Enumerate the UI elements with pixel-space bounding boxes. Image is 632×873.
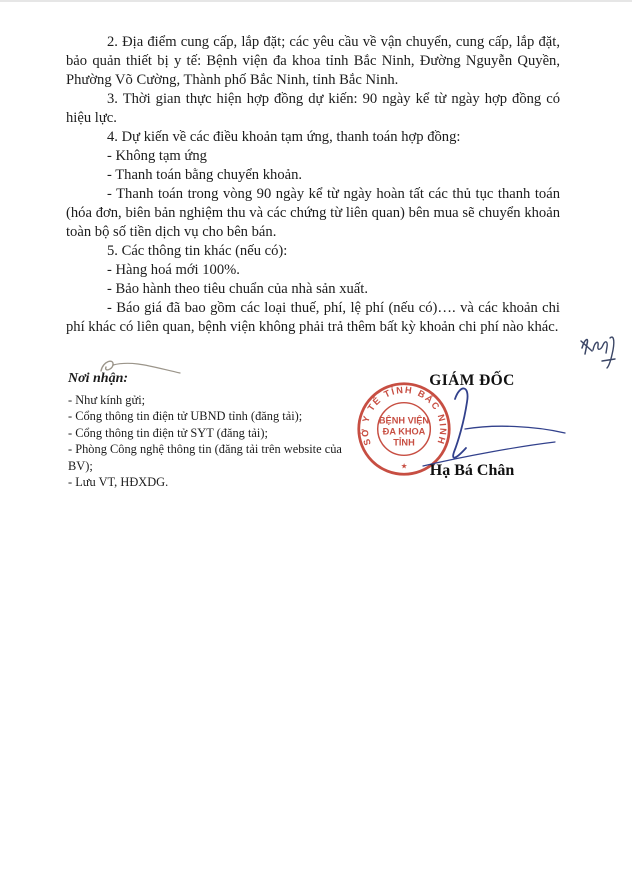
recipient-item: - Như kính gửi; <box>68 393 146 407</box>
signer-name: Hạ Bá Chân <box>429 462 515 479</box>
body-paragraph: - Bảo hành theo tiêu chuẩn của nhà sản xuất. <box>107 281 368 297</box>
recipients-block <box>68 371 368 490</box>
body-paragraph: - Thanh toán bằng chuyển khoản. <box>107 167 303 183</box>
body-paragraph: - Thanh toán trong vòng 90 ngày kể từ ngày hoàn tất các thủ tục thanh toán (hóa đơn, biên bản nghiệm thu và các chứng từ liên quan) bên mua sẽ chuyển khoản toàn bộ số tiền dịch vụ cho bên bán. <box>66 186 560 240</box>
seal-center-line3: TỈNH <box>393 437 415 448</box>
recipient-item: - Cổng thông tin điện tử SYT (đăng tải); <box>68 425 268 440</box>
body-paragraph: - Hàng hoá mới 100%. <box>107 262 240 278</box>
signer-name-box <box>387 462 557 480</box>
recipient-item: - Cổng thông tin điện tử UBND tỉnh (đăng tải); <box>68 409 303 424</box>
body-paragraph: 5. Các thông tin khác (nếu có): <box>107 243 288 259</box>
body-paragraph: 2. Địa điểm cung cấp, lắp đặt; các yêu cầu về vận chuyển, cung cấp, lắp đặt, bảo quản thiết bị y tế: Bệnh viện đa khoa tỉnh Bắc Ninh, Đường Nguyễn Quyền, Phường Võ Cường, Thành phố Bắc Ninh, tỉnh Bắc Ninh. <box>66 34 560 88</box>
seal-ring-text: SỞ Y TẾ TỈNH BẮC NINH <box>359 384 449 447</box>
body-paragraph: 3. Thời gian thực hiện hợp đồng dự kiến: 90 ngày kể từ ngày hợp đồng có hiệu lực. <box>66 91 560 126</box>
handwritten-initials <box>577 328 629 374</box>
body-paragraph: 4. Dự kiến về các điều khoản tạm ứng, thanh toán hợp đồng: <box>107 129 461 145</box>
seal-center-line2: ĐA KHOA <box>382 426 426 437</box>
recipient-item: - Phòng Công nghệ thông tin (đăng tải trên website của BV); <box>68 442 342 473</box>
recipients-heading: Nơi nhận: <box>68 371 129 386</box>
signer-title: GIÁM ĐỐC <box>429 372 515 389</box>
seal-center-line1: BỆNH VIỆN <box>378 415 430 426</box>
body-paragraph: - Không tạm ứng <box>107 148 207 164</box>
page-top-edge <box>0 0 632 2</box>
star-icon: ★ <box>400 461 408 471</box>
body-paragraph: - Báo giá đã bao gồm các loại thuế, phí, lệ phí (nếu có)…. và các khoản chi phí khác có liên quan, bệnh viện không phải trả thêm bất kỳ khoản chi phí nào khác. <box>66 300 560 335</box>
document-body <box>66 33 560 337</box>
recipient-item: - Lưu VT, HĐXDG. <box>68 475 169 490</box>
